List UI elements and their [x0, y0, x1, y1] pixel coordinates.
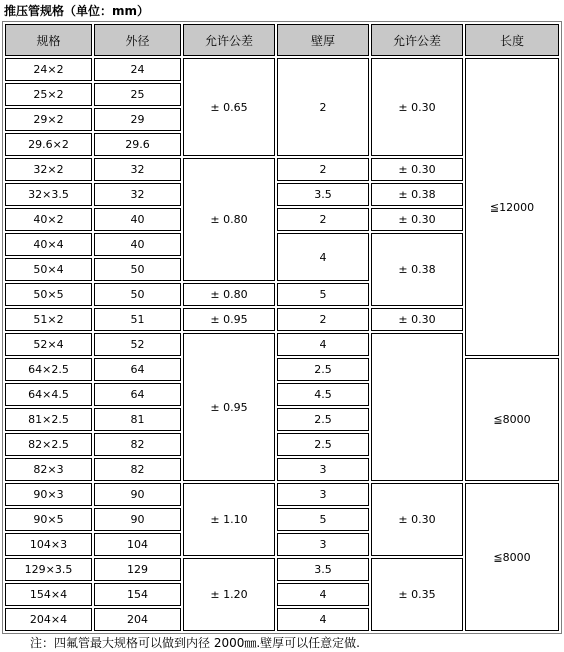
od-tolerance-cell: ± 1.10 [183, 483, 275, 556]
wall-thickness-cell: 3 [277, 458, 369, 481]
spec-cell: 104×3 [5, 533, 92, 556]
outer-diameter-cell: 32 [94, 183, 181, 206]
wall-thickness-cell: 3.5 [277, 558, 369, 581]
wall-thickness-cell: 4 [277, 333, 369, 356]
wall-thickness-cell: 2 [277, 58, 369, 156]
outer-diameter-cell: 154 [94, 583, 181, 606]
header-row [5, 24, 559, 56]
spec-cell: 204×4 [5, 608, 92, 631]
wall-thickness-cell: 2 [277, 158, 369, 181]
outer-diameter-cell: 82 [94, 433, 181, 456]
wall-thickness-cell: 3 [277, 483, 369, 506]
wall-thickness-cell: 2.5 [277, 358, 369, 381]
outer-diameter-cell: 204 [94, 608, 181, 631]
od-tolerance-cell: ± 0.95 [183, 308, 275, 331]
spec-table [2, 21, 562, 634]
spec-cell: 51×2 [5, 308, 92, 331]
outer-diameter-cell: 64 [94, 358, 181, 381]
outer-diameter-cell: 81 [94, 408, 181, 431]
wall-tolerance-cell: ± 0.30 [371, 158, 463, 181]
length-cell: ≦12000 [465, 58, 559, 356]
spec-cell: 32×2 [5, 158, 92, 181]
outer-diameter-cell: 32 [94, 158, 181, 181]
spec-cell: 64×2.5 [5, 358, 92, 381]
spec-cell: 82×3 [5, 458, 92, 481]
spec-cell: 29.6×2 [5, 133, 92, 156]
spec-cell: 50×4 [5, 258, 92, 281]
outer-diameter-cell: 82 [94, 458, 181, 481]
outer-diameter-cell: 104 [94, 533, 181, 556]
wall-tolerance-cell: ± 0.30 [371, 208, 463, 231]
od-tolerance-cell: ± 0.80 [183, 283, 275, 306]
wall-thickness-cell: 4 [277, 608, 369, 631]
header-wall-thickness: 壁厚 [277, 24, 369, 56]
od-tolerance-cell: ± 0.95 [183, 333, 275, 481]
outer-diameter-cell: 29.6 [94, 133, 181, 156]
outer-diameter-cell: 129 [94, 558, 181, 581]
wall-tolerance-cell: ± 0.38 [371, 233, 463, 306]
wall-thickness-cell: 3 [277, 533, 369, 556]
wall-thickness-cell: 3.5 [277, 183, 369, 206]
spec-cell: 90×3 [5, 483, 92, 506]
header-length: 长度 [465, 24, 559, 56]
spec-cell: 40×4 [5, 233, 92, 256]
table-title: 推压管规格（单位：mm） [4, 4, 150, 18]
outer-diameter-cell: 90 [94, 508, 181, 531]
wall-thickness-cell: 4 [277, 583, 369, 606]
od-tolerance-cell: ± 0.80 [183, 158, 275, 281]
spec-cell: 50×5 [5, 283, 92, 306]
wall-thickness-cell: 2 [277, 308, 369, 331]
wall-tolerance-cell: ± 0.30 [371, 58, 463, 156]
wall-thickness-cell: 5 [277, 508, 369, 531]
wall-thickness-cell: 4.5 [277, 383, 369, 406]
wall-thickness-cell: 4 [277, 233, 369, 281]
wall-tolerance-cell [371, 333, 463, 481]
spec-cell: 29×2 [5, 108, 92, 131]
length-cell: ≦8000 [465, 483, 559, 631]
wall-tolerance-cell: ± 0.30 [371, 483, 463, 556]
od-tolerance-cell: ± 1.20 [183, 558, 275, 631]
spec-cell: 32×3.5 [5, 183, 92, 206]
outer-diameter-cell: 90 [94, 483, 181, 506]
wall-tolerance-cell: ± 0.38 [371, 183, 463, 206]
header-spec: 规格 [5, 24, 92, 56]
wall-tolerance-cell: ± 0.35 [371, 558, 463, 631]
length-cell: ≦8000 [465, 358, 559, 481]
header-wall-tolerance: 允许公差 [371, 24, 463, 56]
outer-diameter-cell: 24 [94, 58, 181, 81]
spec-cell: 40×2 [5, 208, 92, 231]
od-tolerance-cell: ± 0.65 [183, 58, 275, 156]
footnote: 注：四氟管最大规格可以做到内径 2000㎜.壁厚可以任意定做. [30, 636, 360, 650]
spec-cell: 81×2.5 [5, 408, 92, 431]
spec-cell: 64×4.5 [5, 383, 92, 406]
wall-thickness-cell: 2 [277, 208, 369, 231]
outer-diameter-cell: 64 [94, 383, 181, 406]
outer-diameter-cell: 25 [94, 83, 181, 106]
spec-cell: 82×2.5 [5, 433, 92, 456]
table-row [5, 58, 559, 81]
wall-thickness-cell: 5 [277, 283, 369, 306]
table-row [5, 358, 559, 381]
outer-diameter-cell: 50 [94, 258, 181, 281]
spec-cell: 129×3.5 [5, 558, 92, 581]
spec-cell: 25×2 [5, 83, 92, 106]
outer-diameter-cell: 52 [94, 333, 181, 356]
spec-cell: 52×4 [5, 333, 92, 356]
header-outer-diameter: 外径 [94, 24, 181, 56]
outer-diameter-cell: 40 [94, 233, 181, 256]
wall-tolerance-cell: ± 0.30 [371, 308, 463, 331]
outer-diameter-cell: 29 [94, 108, 181, 131]
spec-cell: 90×5 [5, 508, 92, 531]
table-row [5, 483, 559, 506]
outer-diameter-cell: 40 [94, 208, 181, 231]
outer-diameter-cell: 51 [94, 308, 181, 331]
spec-cell: 154×4 [5, 583, 92, 606]
spec-cell: 24×2 [5, 58, 92, 81]
wall-thickness-cell: 2.5 [277, 433, 369, 456]
wall-thickness-cell: 2.5 [277, 408, 369, 431]
header-od-tolerance: 允许公差 [183, 24, 275, 56]
outer-diameter-cell: 50 [94, 283, 181, 306]
